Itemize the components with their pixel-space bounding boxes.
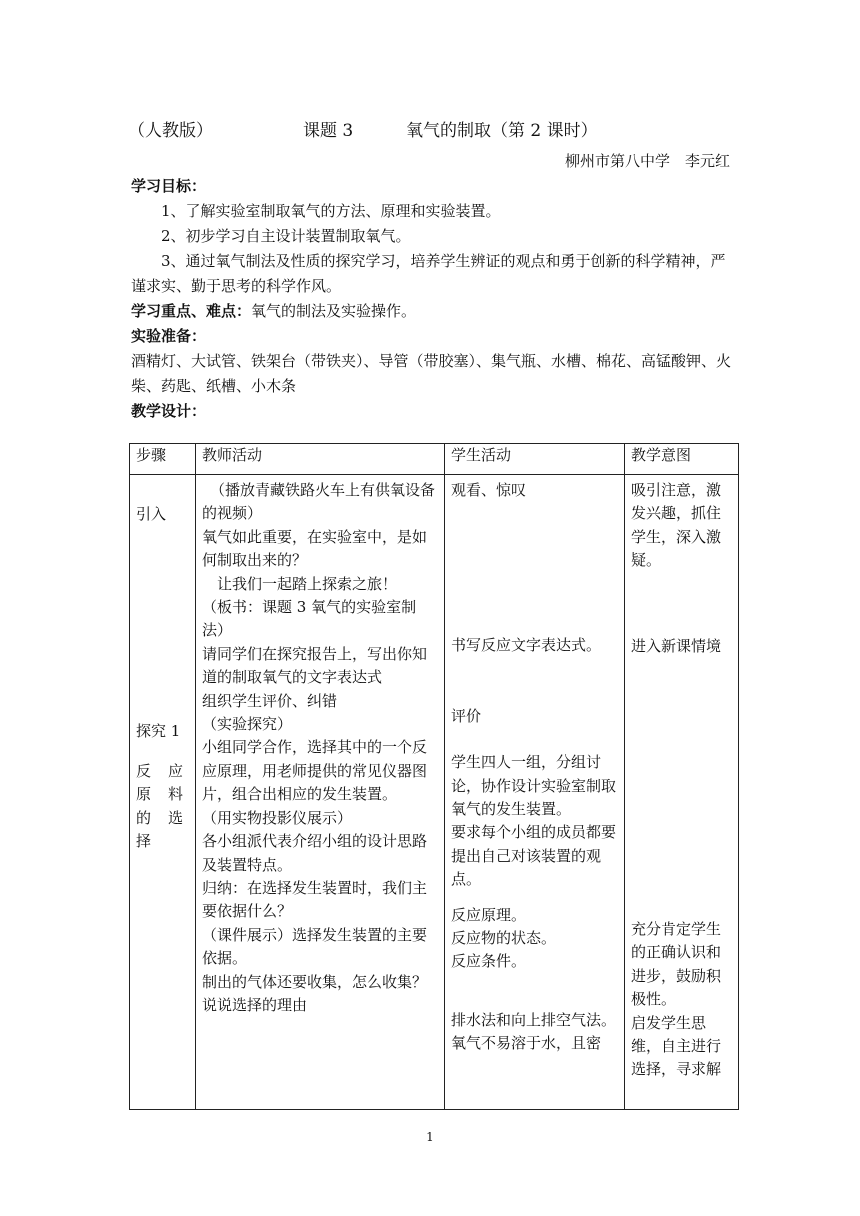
student-line: 学生四人一组，分组讨论，协作设计实验室制取氧气的发生装置。 xyxy=(451,753,617,819)
teacher-line: （播放青藏铁路火车上有供氧设备的视频） xyxy=(202,481,436,523)
student-line: 反应物的状态。 xyxy=(451,929,557,948)
step-cell xyxy=(130,475,196,1110)
intent-line: 吸引注意，激发兴趣，抓住学生，深入激疑。 xyxy=(631,481,722,570)
student-line: 反应原理。 xyxy=(451,905,527,924)
student-line: 观看、惊叹 xyxy=(451,481,527,499)
objective-item: 1、了解实验室制取氧气的方法、原理和实验装置。 xyxy=(161,202,501,220)
header-student: 学生活动 xyxy=(445,444,625,475)
intent-line: 充分肯定学生的正确认识和进步，鼓励积极性。 xyxy=(631,920,722,1009)
lesson-table xyxy=(129,443,739,1110)
lesson-label: 课题 3 xyxy=(303,121,354,141)
intent-line: 进入新课情境 xyxy=(631,636,722,655)
student-line: 氧气不易溶于水，且密 xyxy=(451,1034,602,1053)
header-teacher: 教师活动 xyxy=(196,444,445,475)
objectives-heading: 学习目标： xyxy=(131,177,207,195)
teacher-line: 归纳：在选择发生装置时，我们主要依据什么？ xyxy=(202,878,428,921)
page-number: 1 xyxy=(426,1130,434,1144)
header-intent: 教学意图 xyxy=(625,444,739,475)
intent-line: 启发学生思维，自主进行选择，寻求解 xyxy=(631,1013,722,1079)
teacher-line: 请同学们在探究报告上，写出你知道的制取氧气的文字表达式 xyxy=(202,644,428,687)
teacher-line: （用实物投影仪展示） xyxy=(202,808,353,827)
student-line: 反应条件。 xyxy=(451,952,527,971)
teacher-line: 制出的气体还要收集，怎么收集？ xyxy=(202,972,428,991)
preparation-text: 酒精灯、大试管、铁架台（带铁夹）、导管（带胶塞）、集气瓶、水槽、棉花、高锰酸钾、火柴、药匙、纸槽、小木条 xyxy=(131,352,732,395)
key-points-text: 氧气的制法及实验操作。 xyxy=(251,302,417,320)
step-intro: 引入 xyxy=(136,505,167,523)
author-line: 柳州市第八中学 李元红 xyxy=(564,152,730,170)
objective-item: 3、通过氧气制法及性质的探究学习，培养学生辨证的观点和勇于创新的科学精神，严谨求实、勤于思考的科学作风。 xyxy=(131,252,726,295)
objectives-section xyxy=(131,174,735,424)
table-header-row xyxy=(130,444,739,475)
teacher-line: 氧气如此重要，在实验室中，是如何制取出来的？ xyxy=(202,527,428,570)
objective-item: 2、初步学习自主设计装置制取氧气。 xyxy=(161,227,411,245)
key-points xyxy=(131,299,735,324)
teacher-line: （实验探究） xyxy=(202,715,293,734)
design-heading: 教学设计： xyxy=(131,402,207,420)
teacher-line: 组织学生评价、纠错 xyxy=(202,691,338,710)
student-line: 书写反应文字表达式。 xyxy=(451,636,602,655)
student-line: 要求每个小组的成员都要提出自己对该装置的观点。 xyxy=(451,823,617,889)
student-line: 排水法和向上排空气法。 xyxy=(451,1010,617,1029)
header-step: 步骤 xyxy=(130,444,196,475)
preparation-heading: 实验准备： xyxy=(131,327,207,345)
student-line: 评价 xyxy=(451,706,482,725)
step-explore: 探究 1 xyxy=(136,722,181,741)
teacher-line: 让我们一起踏上探索之旅！ xyxy=(217,574,398,593)
lesson-title: 氧气的制取（第 2 课时） xyxy=(406,121,598,141)
teacher-line: 各小组派代表介绍小组的设计思路及装置特点。 xyxy=(202,832,428,874)
teacher-line: （课件展示）选择发生装置的主要依据。 xyxy=(202,925,428,968)
teacher-cell xyxy=(196,475,445,1110)
edition-label: （人教版） xyxy=(128,121,213,141)
table-row xyxy=(130,475,739,1110)
student-cell xyxy=(445,475,625,1110)
step-explore-sub: 反 应原 料的 选择 xyxy=(136,761,185,851)
key-points-heading: 学习重点、难点： xyxy=(131,302,252,320)
intent-cell xyxy=(625,475,739,1110)
teacher-line: （板书：课题 3 氧气的实验室制法） xyxy=(202,598,417,640)
teacher-line: 小组同学合作，选择其中的一个反应原理，用老师提供的常见仪器图片，组合出相应的发生装置。 xyxy=(202,738,428,804)
teacher-line: 说说选择的理由 xyxy=(202,995,308,1014)
